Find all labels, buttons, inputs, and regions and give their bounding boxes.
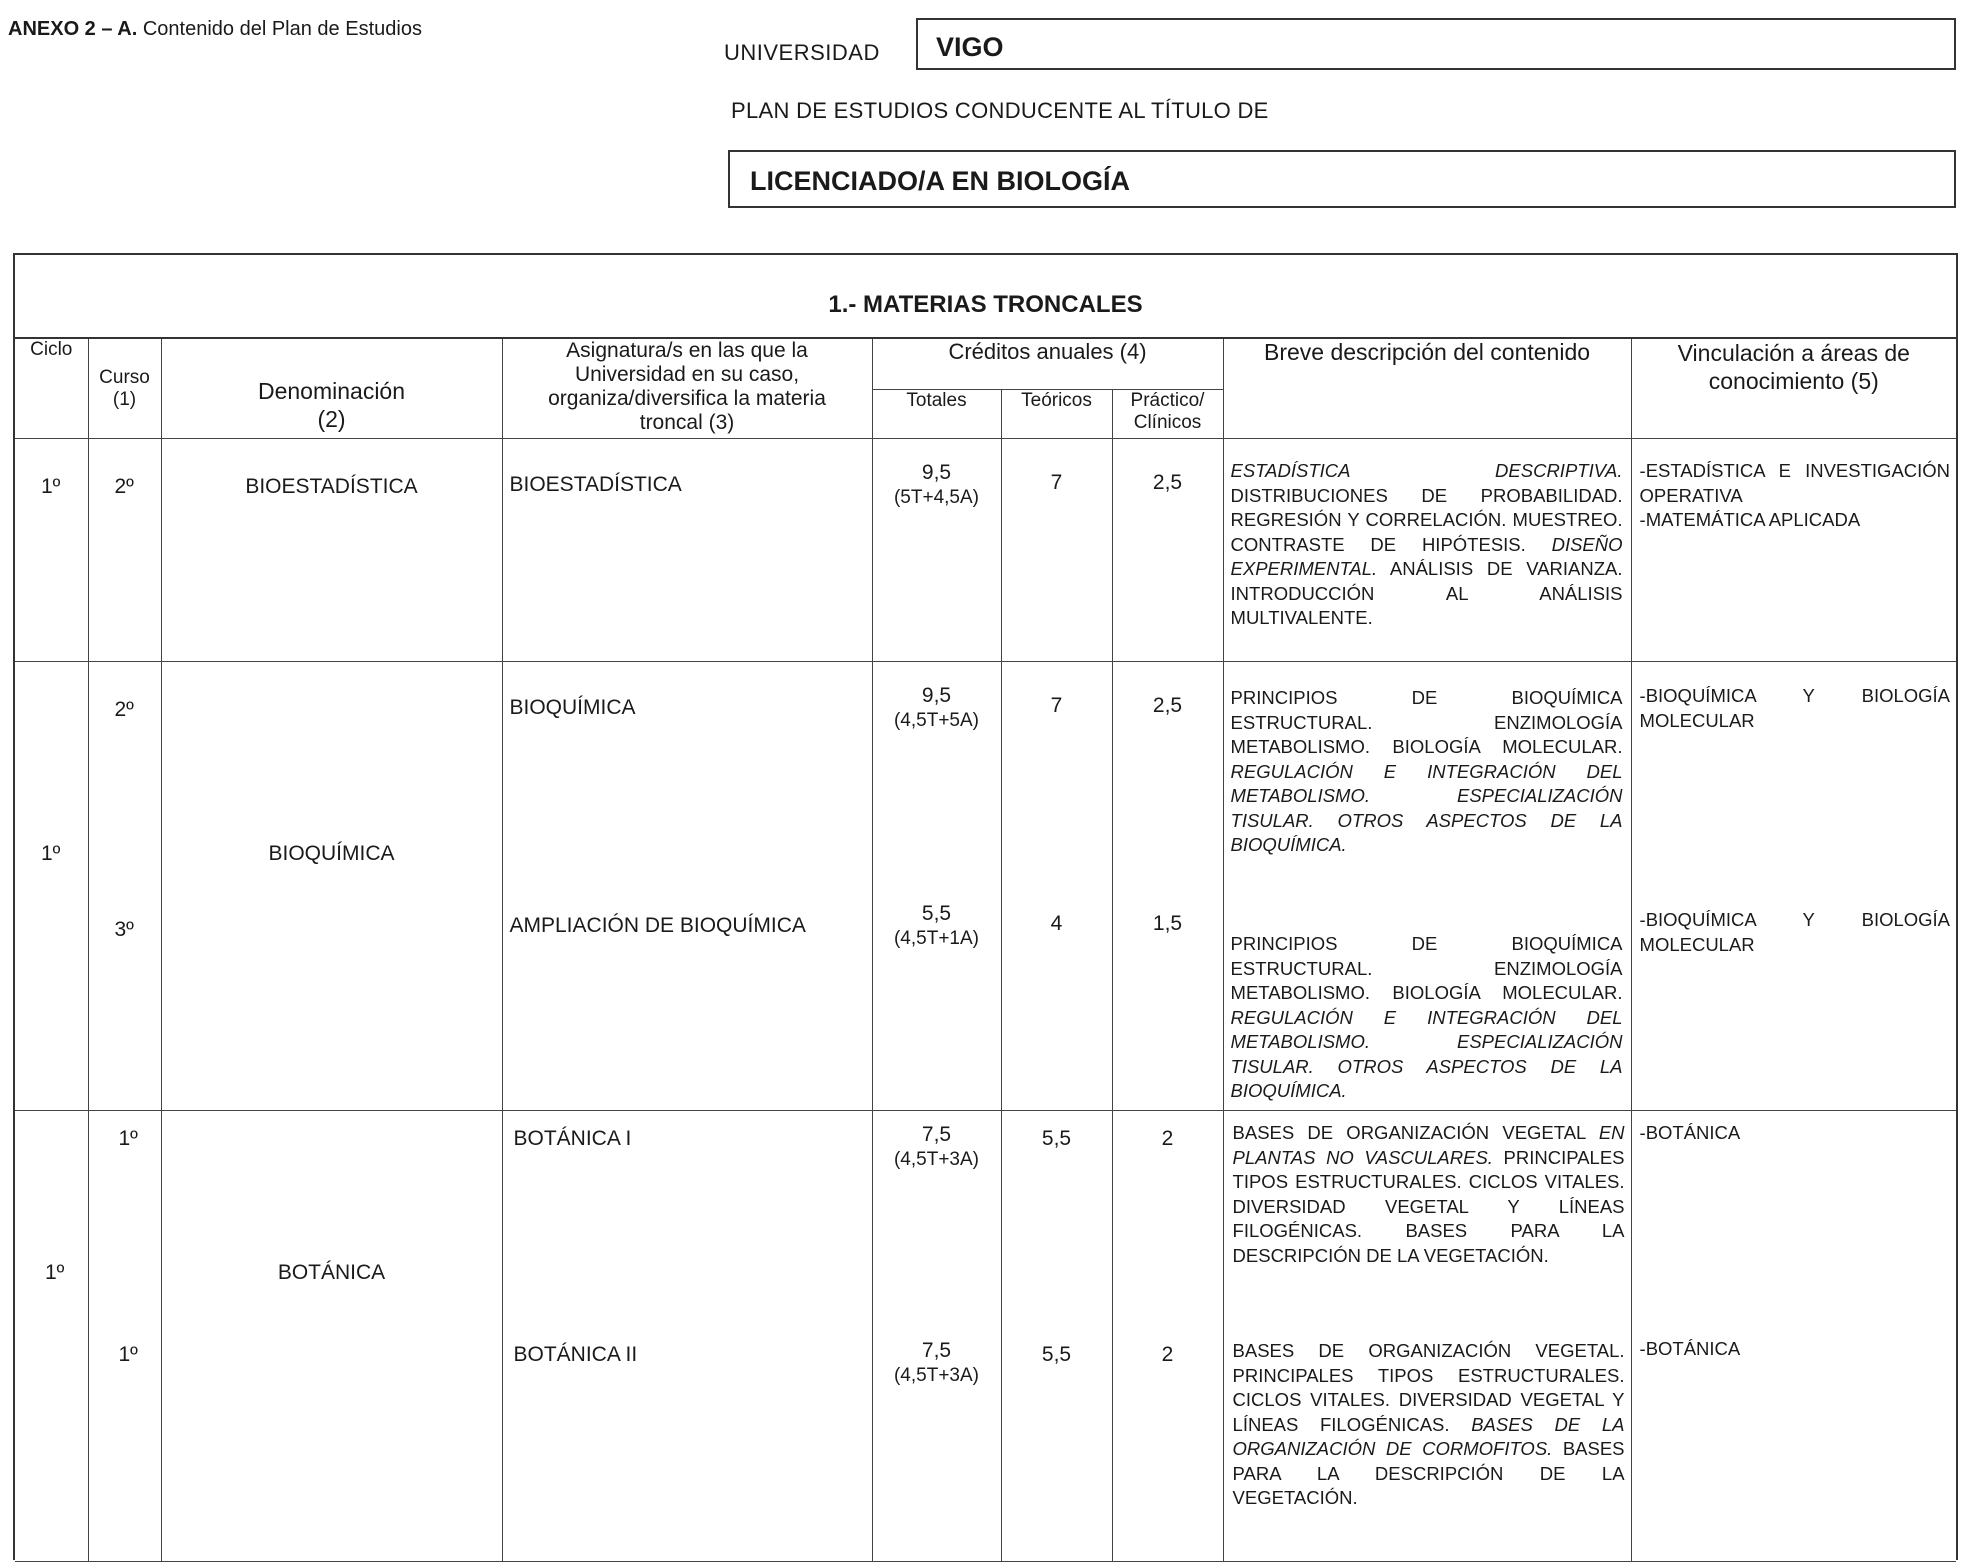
vinculacion-cell — [1631, 662, 1956, 1111]
description-run: DISTRIBUCIONES DE PROBABILIDAD. REGRESIÓN Y CORRELACIÓN. MUESTREO. CONTRASTE DE HIPÓTESIS. — [1230, 484, 1623, 555]
knowledge-area-item: -BOTÁNICA — [1639, 1122, 1741, 1143]
totales-cell: 7,5 (4,5T+3A) 7,5 (4,5T+3A) — [872, 1111, 1001, 1562]
annex-heading — [8, 18, 422, 41]
description-run: DISEÑO EXPERIMENTAL. — [1230, 533, 1623, 579]
col-descripcion: Breve descripción del contenido — [1223, 339, 1631, 439]
description-run: PRINCIPALES TIPOS ESTRUCTURALES. CICLOS VITALES. DIVERSIDAD VEGETAL Y LÍNEAS FILOGÉNICAS. BASES PARA LA DESCRIPCIÓN DE LA VEGETACIÓN. — [1232, 1146, 1625, 1266]
knowledge-area-list — [1640, 459, 1951, 533]
practicos-cell: 2 2 — [1112, 1111, 1223, 1562]
asignatura-cell: BIOESTADÍSTICA — [502, 439, 872, 662]
curriculum-grid — [15, 339, 1956, 1562]
practicos-cell: 2,5 1,5 — [1112, 662, 1223, 1111]
description-run: PRINCIPIOS DE BIOQUÍMICA ESTRUCTURAL. ENZIMOLOGÍA METABOLISMO. BIOLOGÍA MOLECULAR. — [1230, 687, 1623, 757]
degree-title-field — [728, 150, 1956, 208]
university-field — [916, 18, 1956, 70]
denominacion-cell: BIOESTADÍSTICA — [161, 439, 502, 662]
totales-cell: 9,5 (4,5T+5A) 5,5 (4,5T+1A) — [872, 662, 1001, 1111]
knowledge-area-item: -BIOQUÍMICA Y BIOLOGÍA MOLECULAR — [1639, 909, 1951, 955]
practicos-cell: 2,5 — [1112, 439, 1223, 662]
descripcion-cell — [1223, 439, 1631, 662]
table-row — [15, 439, 1956, 662]
ciclo-cell: 1º — [15, 439, 88, 662]
content-description — [1231, 932, 1623, 1104]
col-ciclo: Ciclo — [15, 339, 88, 439]
knowledge-area-item: -BOTÁNICA — [1639, 1338, 1741, 1359]
description-run: PRINCIPIOS DE BIOQUÍMICA ESTRUCTURAL. ENZIMOLOGÍA METABOLISMO. BIOLOGÍA MOLECULAR. — [1230, 933, 1623, 1003]
descripcion-cell — [1223, 662, 1631, 1111]
plan-label: PLAN DE ESTUDIOS CONDUCENTE AL TÍTULO DE — [731, 98, 1269, 123]
content-description — [1233, 1339, 1625, 1511]
teoricos-cell: 5,5 5,5 — [1001, 1111, 1112, 1562]
description-run: REGULACIÓN E INTEGRACIÓN DEL METABOLISMO. ESPECIALIZACIÓN TISULAR. OTROS ASPECTOS DE LA BIOQUÍMICA. — [1230, 760, 1623, 855]
ciclo-cell: 1º — [15, 1111, 88, 1562]
denominacion-cell: BOTÁNICA — [161, 1111, 502, 1562]
knowledge-area-list — [1640, 1337, 1951, 1362]
knowledge-area-list — [1640, 684, 1951, 733]
col-totales: Totales — [872, 390, 1001, 439]
denominacion-cell: BIOQUÍMICA — [161, 662, 502, 1111]
description-run: EN PLANTAS NO VASCULARES. — [1232, 1122, 1625, 1168]
materias-troncales-table — [13, 253, 1958, 1560]
col-creditos: Créditos anuales (4) — [872, 339, 1223, 390]
annex-description: Contenido del Plan de Estudios — [142, 18, 422, 40]
annex-code: ANEXO 2 – A. — [8, 18, 138, 40]
vinculacion-cell — [1631, 439, 1956, 662]
description-run: REGULACIÓN E INTEGRACIÓN DEL METABOLISMO. ESPECIALIZACIÓN TISULAR. OTROS ASPECTOS DE LA BIOQUÍMICA. — [1230, 1006, 1623, 1101]
col-curso: Curso (1) — [88, 339, 161, 439]
col-practicos: Práctico/ Clínicos — [1112, 390, 1223, 439]
description-run: ESTADÍSTICA DESCRIPTIVA. — [1230, 460, 1623, 481]
ciclo-cell: 1º — [15, 662, 88, 1111]
descripcion-cell — [1223, 1111, 1631, 1562]
asignatura-cell: BOTÁNICA I BOTÁNICA II — [502, 1111, 872, 1562]
totales-cell: 9,5 (5T+4,5A) — [872, 439, 1001, 662]
knowledge-area-item: -BIOQUÍMICA Y BIOLOGÍA MOLECULAR — [1639, 685, 1951, 731]
col-teoricos: Teóricos — [1001, 390, 1112, 439]
teoricos-cell: 7 — [1001, 439, 1112, 662]
col-denominacion: Denominación (2) — [161, 339, 502, 439]
description-run: BASES DE ORGANIZACIÓN VEGETAL — [1232, 1122, 1599, 1143]
description-run: BASES PARA LA DESCRIPCIÓN DE LA VEGETACIÓN. — [1232, 1438, 1625, 1508]
col-vinculacion: Vinculación a áreas de conocimiento (5) — [1631, 339, 1956, 439]
knowledge-area-item: -MATEMÁTICA APLICADA — [1639, 509, 1861, 530]
description-run: ANÁLISIS DE VARIANZA. INTRODUCCIÓN AL ANÁLISIS MULTIVALENTE. — [1230, 558, 1623, 628]
content-description — [1231, 686, 1623, 858]
curso-cell: 2º — [88, 439, 161, 662]
description-run: BASES DE LA ORGANIZACIÓN DE CORMOFITOS. — [1232, 1413, 1625, 1459]
content-description — [1231, 459, 1623, 631]
header-row — [15, 339, 1956, 390]
knowledge-area-list — [1640, 908, 1951, 957]
table-caption: 1.- MATERIAS TRONCALES — [15, 255, 1956, 339]
col-asignatura: Asignatura/s en las que la Universidad en su caso, organiza/diversifica la materia troncal (3) — [502, 339, 872, 439]
table-row — [15, 662, 1956, 1111]
knowledge-area-list — [1640, 1121, 1951, 1146]
curso-cell: 2º 3º — [88, 662, 161, 1111]
vinculacion-cell — [1631, 1111, 1956, 1562]
university-value: VIGO — [936, 32, 1004, 62]
degree-title: LICENCIADO/A EN BIOLOGÍA — [750, 166, 1131, 196]
curso-cell: 1º 1º — [88, 1111, 161, 1562]
table-row — [15, 1111, 1956, 1562]
knowledge-area-item: -ESTADÍSTICA E INVESTIGACIÓN OPERATIVA — [1639, 460, 1951, 506]
content-description — [1233, 1121, 1625, 1268]
description-run: BASES DE ORGANIZACIÓN VEGETAL. PRINCIPALES TIPOS ESTRUCTURALES. CICLOS VITALES. DIVERSIDAD VEGETAL Y LÍNEAS FILOGÉNICAS. — [1232, 1340, 1625, 1435]
teoricos-cell: 7 4 — [1001, 662, 1112, 1111]
asignatura-cell: BIOQUÍMICA AMPLIACIÓN DE BIOQUÍMICA — [502, 662, 872, 1111]
university-label: UNIVERSIDAD — [724, 40, 880, 65]
